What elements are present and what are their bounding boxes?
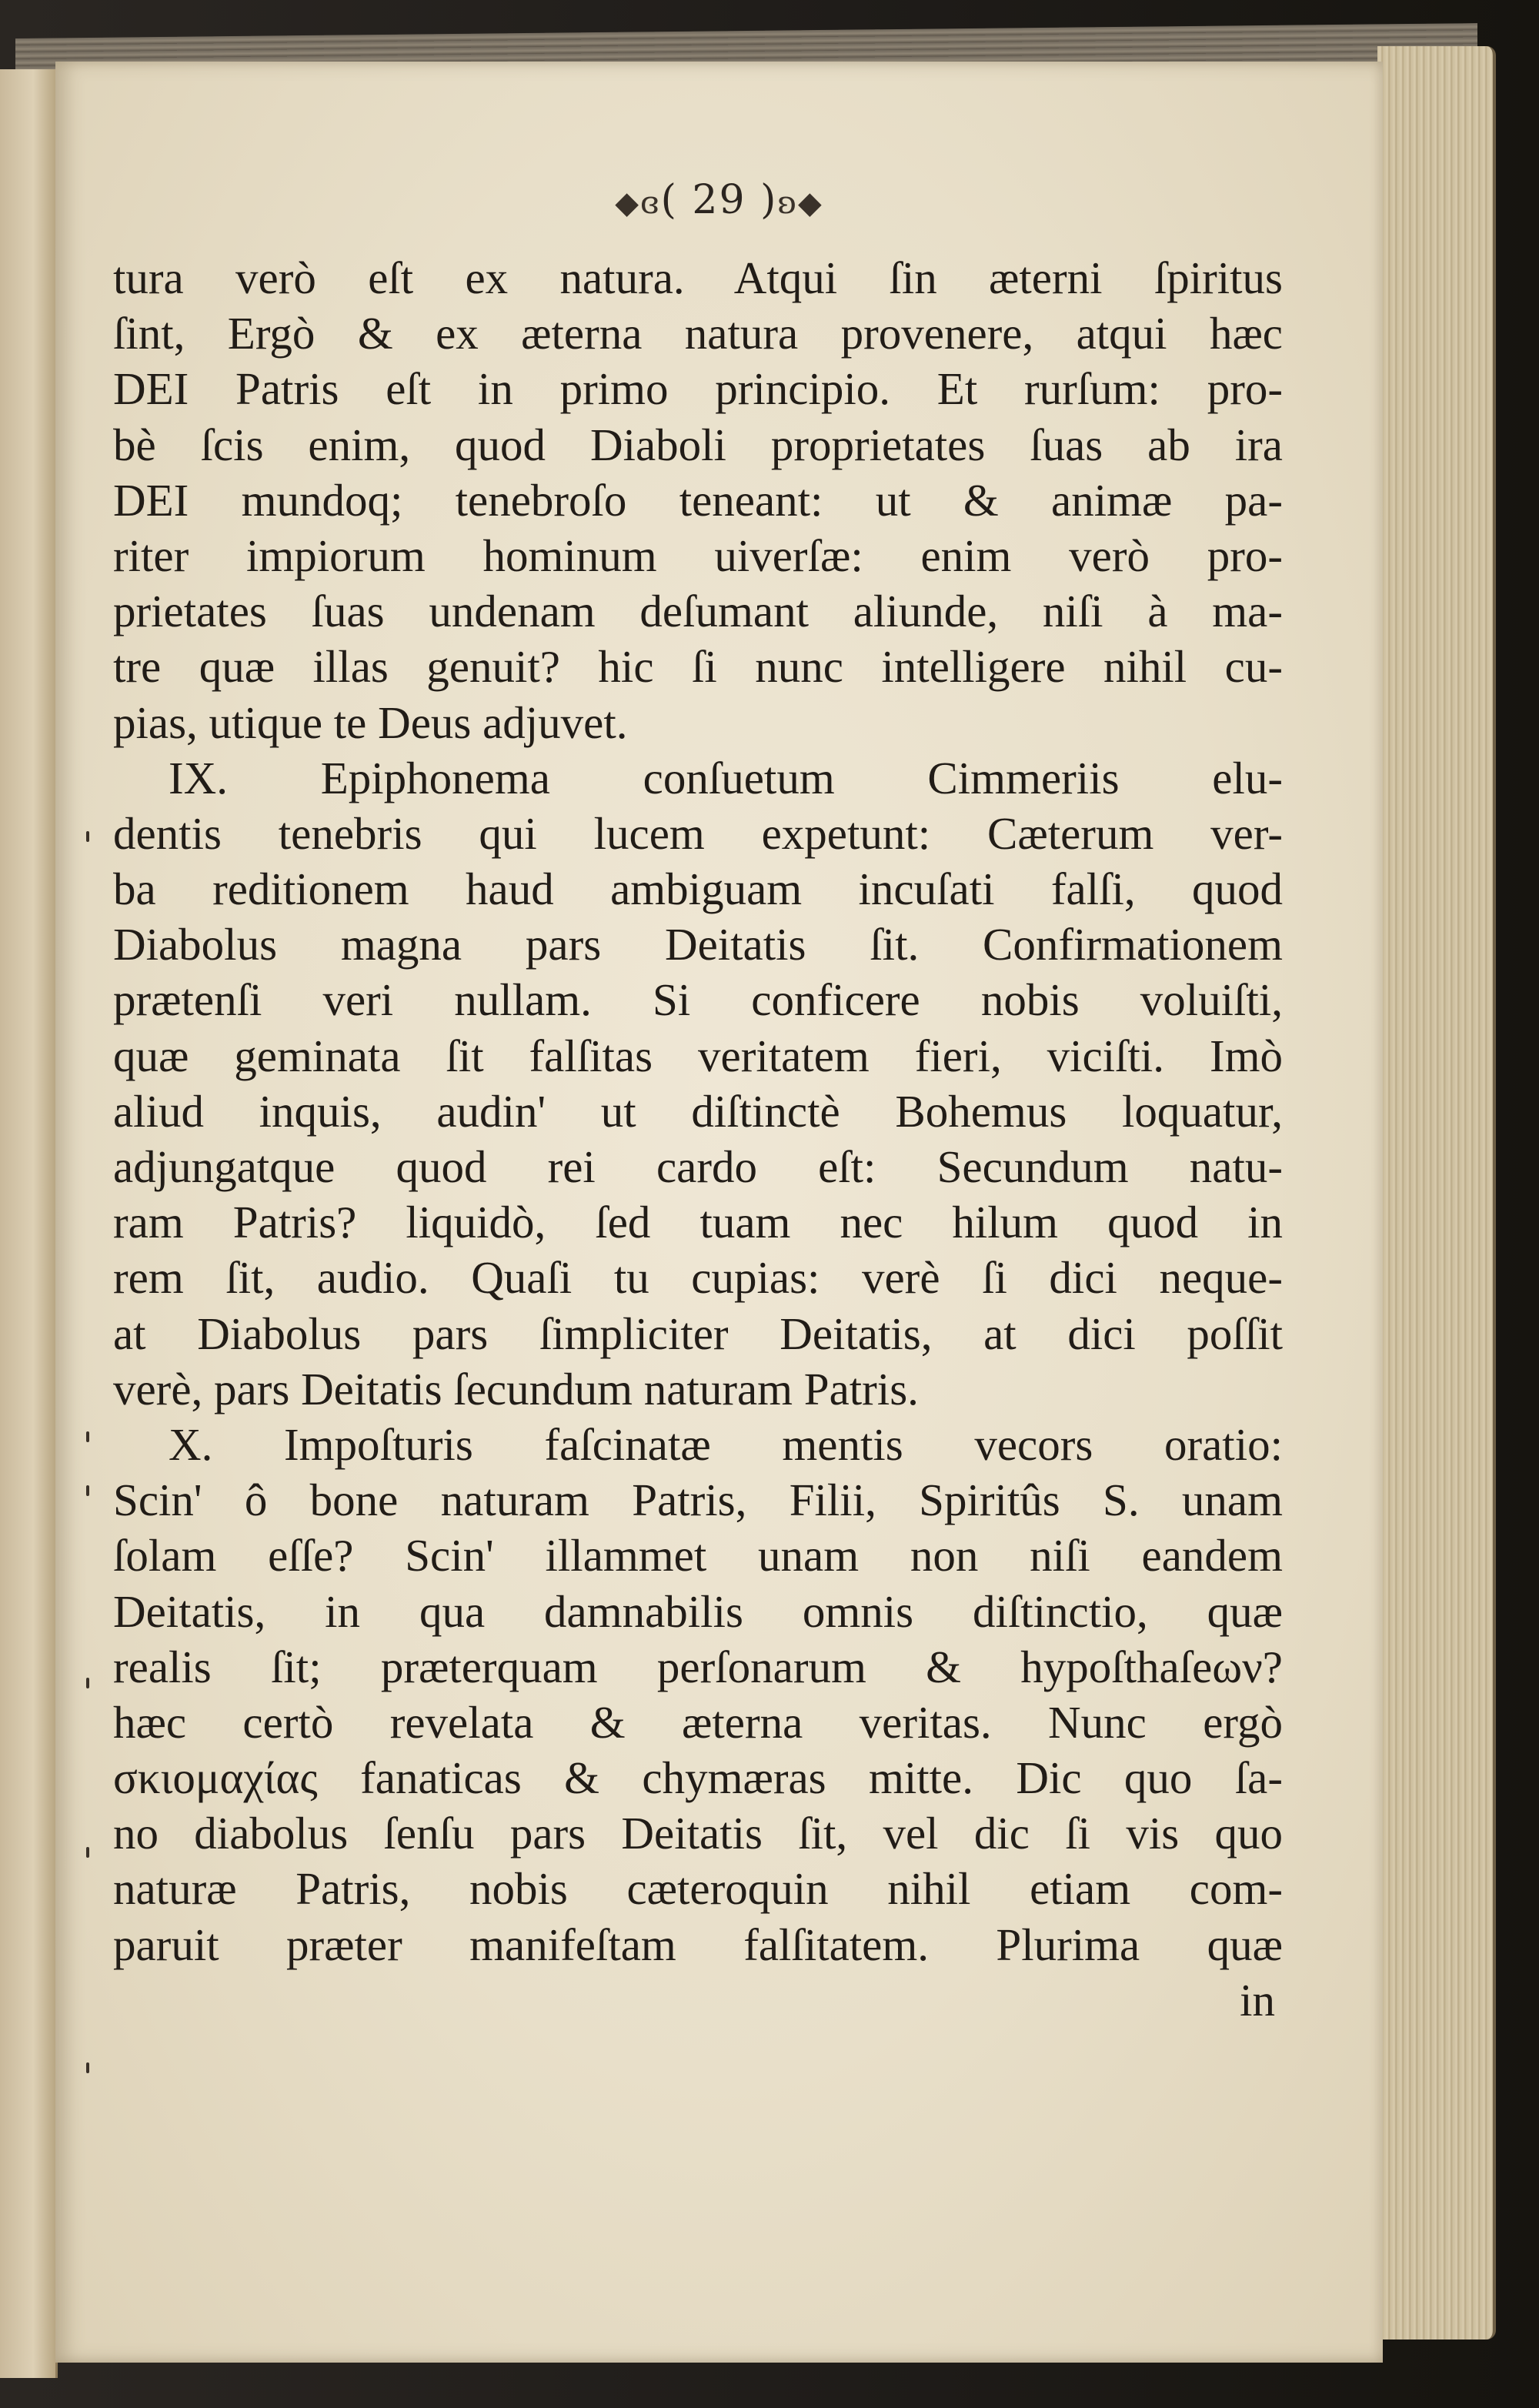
text-line: verè, pars Deitatis ſecundum naturam Patris. <box>113 1363 919 1414</box>
text-line: tura verò eſt ex natura. Atqui ſin æterni ſpiritus <box>113 252 1283 303</box>
page-number: ( 29 ) <box>660 177 778 223</box>
text-line: naturæ Patris, nobis cæteroquin nihil etiam com- <box>113 1863 1283 1915</box>
margin-mark <box>86 831 89 842</box>
margin-mark <box>86 1847 89 1858</box>
text-line: Scin' ô bone naturam Patris, Filii, Spiritûs S. unam <box>113 1475 1283 1526</box>
catchword: in <box>1240 1974 1275 2026</box>
text-line: ſolam eſſe? Scin' illammet unam non niſi eandem <box>113 1530 1283 1581</box>
text-line: hæc certò revelata & æterna veritas. Nunc ergò <box>113 1696 1283 1748</box>
page-header <box>55 177 1383 223</box>
margin-mark <box>86 1431 89 1442</box>
text-line: dentis tenebris qui lucem expetunt: Cæterum ver- <box>113 807 1283 859</box>
text-line: riter impiorum hominum uiverſæ: enim verò pro- <box>113 529 1283 581</box>
text-line: σκιομαχίας fanaticas & chymæras mitte. Dic quo ſa- <box>113 1752 1283 1804</box>
body-text <box>113 250 1283 2028</box>
paragraph-heading-ix: IX. Epiphonema conſuetum Cimmeriis elu- <box>169 752 1283 803</box>
text-line: Diabolus magna pars Deitatis ſit. Confirmationem <box>113 919 1283 970</box>
margin-mark <box>86 1485 89 1496</box>
text-line: prietates ſuas undenam deſumant aliunde, niſi à ma- <box>113 586 1283 637</box>
book-page <box>55 62 1383 2363</box>
text-line: bè ſcis enim, quod Diaboli proprietates ſuas ab ira <box>113 419 1283 470</box>
text-line: aliud inquis, audin' ut diſtinctè Bohemus loquatur, <box>113 1085 1283 1137</box>
text-line: realis ſit; præterquam perſonarum & hypoſthaſeων? <box>113 1641 1283 1692</box>
text-line: ba reditionem haud ambiguam incuſati falſi, quod <box>113 863 1283 915</box>
text-line: ram Patris? liquidò, ſed tuam nec hilum quod in <box>113 1197 1283 1248</box>
text-line: rem ſit, audio. Quaſi tu cupias: verè ſi dici neque- <box>113 1252 1283 1304</box>
text-line: no diabolus ſenſu pars Deitatis ſit, vel dic ſi vis quo <box>113 1808 1283 1859</box>
text-line: adjungatque quod rei cardo eſt: Secundum natu- <box>113 1141 1283 1192</box>
text-line: DEI Patris eſt in primo principio. Et rurſum: pro- <box>113 363 1283 415</box>
facing-page-edge <box>0 69 58 2378</box>
text-line: at Diabolus pars ſimpliciter Deitatis, at dici poſſit <box>113 1308 1283 1359</box>
text-line: paruit præter manifeſtam falſitatem. Plurima quæ <box>113 1919 1283 1970</box>
margin-mark <box>86 1678 89 1688</box>
text-line: Deitatis, in qua damnabilis omnis diſtinctio, quæ <box>113 1585 1283 1637</box>
margin-marks <box>86 831 109 2216</box>
margin-mark <box>86 2062 89 2073</box>
text-line: quæ geminata ſit falſitas veritatem fieri, viciſti. Imò <box>113 1030 1283 1081</box>
text-line: pias, utique te Deus adjuvet. <box>113 696 628 748</box>
header-ornament-left: ◆ɞ <box>615 185 661 221</box>
stacked-page-edges <box>1377 46 1496 2340</box>
text-line: prætenſi veri nullam. Si conficere nobis voluiſti, <box>113 974 1283 1026</box>
text-line: DEI mundoq; tenebroſo teneant: ut & animæ pa- <box>113 474 1283 526</box>
paragraph-heading-x: X. Impoſturis faſcinatæ mentis vecors oratio: <box>169 1418 1283 1470</box>
text-line: tre quæ illas genuit? hic ſi nunc intelligere nihil cu- <box>113 641 1283 693</box>
text-line: ſint, Ergò & ex æterna natura provenere, atqui hæc <box>113 308 1283 359</box>
header-ornament-right: ʚ◆ <box>777 185 823 221</box>
